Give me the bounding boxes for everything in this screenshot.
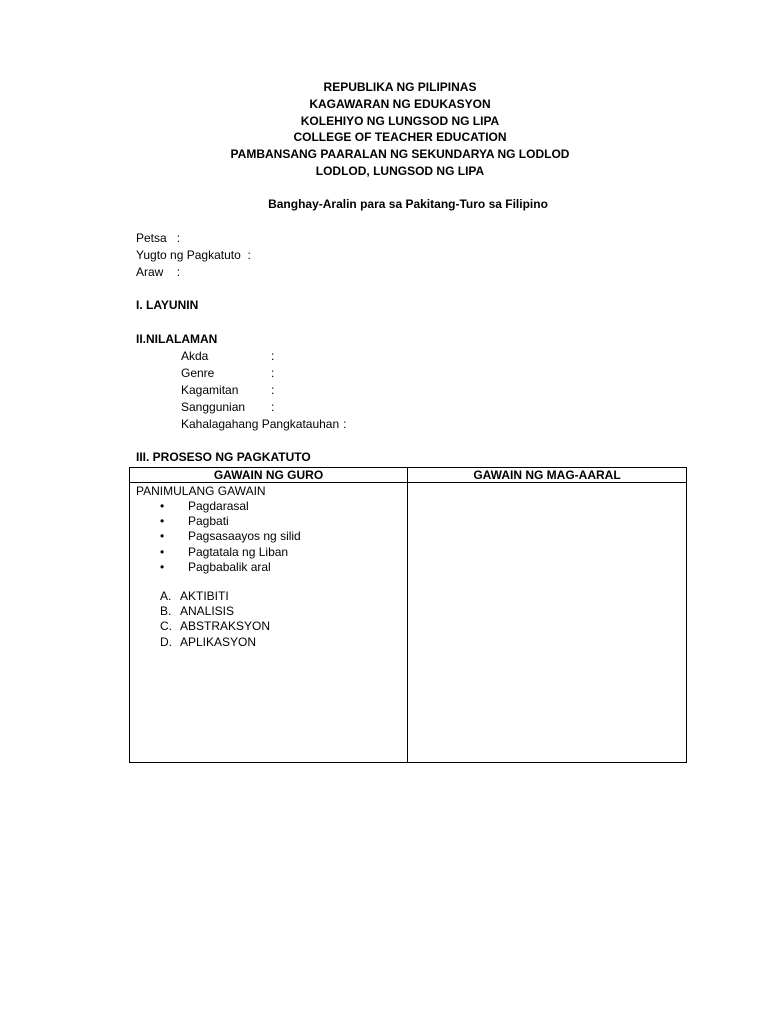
nilalaman-separator: : <box>271 349 275 363</box>
bullet-icon: • <box>160 559 165 574</box>
part-marker: D. <box>160 634 172 649</box>
meta-field-araw <box>136 264 251 281</box>
section-heading-layunin: I. LAYUNIN <box>136 298 199 312</box>
section-heading-nilalaman: II.NILALAMAN <box>136 332 218 346</box>
step-label: Pagdarasal <box>188 499 249 513</box>
document-title: Banghay-Aralin para sa Pakitang-Turo sa Filipino <box>268 197 548 211</box>
meta-separator: : <box>176 265 181 279</box>
nilalaman-item <box>181 348 347 365</box>
column-header-guro: GAWAIN NG GURO <box>130 468 408 483</box>
nilalaman-item <box>181 399 347 416</box>
header-line: KOLEHIYO NG LUNGSOD NG LIPA <box>300 113 500 128</box>
step-label: Pagbati <box>188 514 229 529</box>
list-item <box>160 635 407 650</box>
list-item <box>160 560 407 575</box>
meta-label: Petsa <box>136 231 167 245</box>
phase-title: PANIMULANG GAWAIN <box>136 484 266 498</box>
header-line: PAMBANSANG PAARALAN NG SEKUNDARYA NG LODLOD <box>230 147 570 162</box>
cell-gawain-ng-mag-aaral <box>408 483 687 763</box>
part-list <box>136 589 407 650</box>
header-line: KAGAWARAN NG EDUKASYON <box>309 96 491 111</box>
meta-field-yugto <box>136 247 251 264</box>
part-marker: C. <box>160 619 172 634</box>
list-item <box>160 514 407 529</box>
header-line: LODLOD, LUNGSOD NG LIPA <box>315 163 485 178</box>
nilalaman-separator: : <box>271 400 275 414</box>
bullet-icon: • <box>160 529 165 544</box>
step-label: Pagbabalik aral <box>188 559 271 574</box>
nilalaman-label: Akda <box>181 349 209 363</box>
nilalaman-label: Kahalagahang Pangkatauhan <box>181 417 340 431</box>
part-label: ABSTRAKSYON <box>180 619 271 634</box>
meta-label: Yugto ng Pagkatuto <box>136 248 241 262</box>
table-header-row <box>130 468 687 483</box>
nilalaman-item <box>181 416 347 433</box>
nilalaman-separator: : <box>271 366 275 380</box>
header-line: REPUBLIKA NG PILIPINAS <box>323 80 477 94</box>
list-item <box>160 545 407 560</box>
nilalaman-item <box>181 365 347 382</box>
meta-fields <box>136 230 251 281</box>
table-row <box>130 483 687 763</box>
meta-label: Araw <box>136 265 164 279</box>
list-item <box>160 604 407 619</box>
document-header <box>0 79 768 180</box>
bullet-icon: • <box>160 544 165 559</box>
nilalaman-item <box>181 382 347 399</box>
cell-gawain-ng-guro <box>130 483 408 763</box>
nilalaman-label: Genre <box>181 366 215 380</box>
column-header-mag-aaral: GAWAIN NG MAG-AARAL <box>408 468 687 483</box>
meta-separator: : <box>176 231 181 245</box>
step-list <box>136 499 407 575</box>
list-item <box>160 529 407 544</box>
part-label: AKTIBITI <box>180 589 229 604</box>
part-marker: B. <box>160 604 172 619</box>
step-label: Pagsasaayos ng silid <box>188 529 301 544</box>
nilalaman-separator: : <box>343 417 347 431</box>
header-line: COLLEGE OF TEACHER EDUCATION <box>293 130 507 145</box>
section-heading-proseso: III. PROSESO NG PAGKATUTO <box>136 450 311 464</box>
list-item <box>160 619 407 634</box>
nilalaman-label: Kagamitan <box>181 383 239 397</box>
list-item <box>160 589 407 604</box>
list-item <box>160 499 407 514</box>
meta-separator: : <box>247 248 251 262</box>
lesson-plan-table <box>129 467 687 763</box>
bullet-icon: • <box>160 514 165 529</box>
meta-field-petsa <box>136 230 251 247</box>
nilalaman-list <box>181 348 347 433</box>
part-marker: A. <box>160 589 172 604</box>
nilalaman-label: Sanggunian <box>181 400 246 414</box>
nilalaman-separator: : <box>271 383 275 397</box>
step-label: Pagtatala ng Liban <box>188 544 289 559</box>
part-label: APLIKASYON <box>180 634 257 649</box>
part-label: ANALISIS <box>180 604 235 619</box>
bullet-icon: • <box>160 499 165 513</box>
